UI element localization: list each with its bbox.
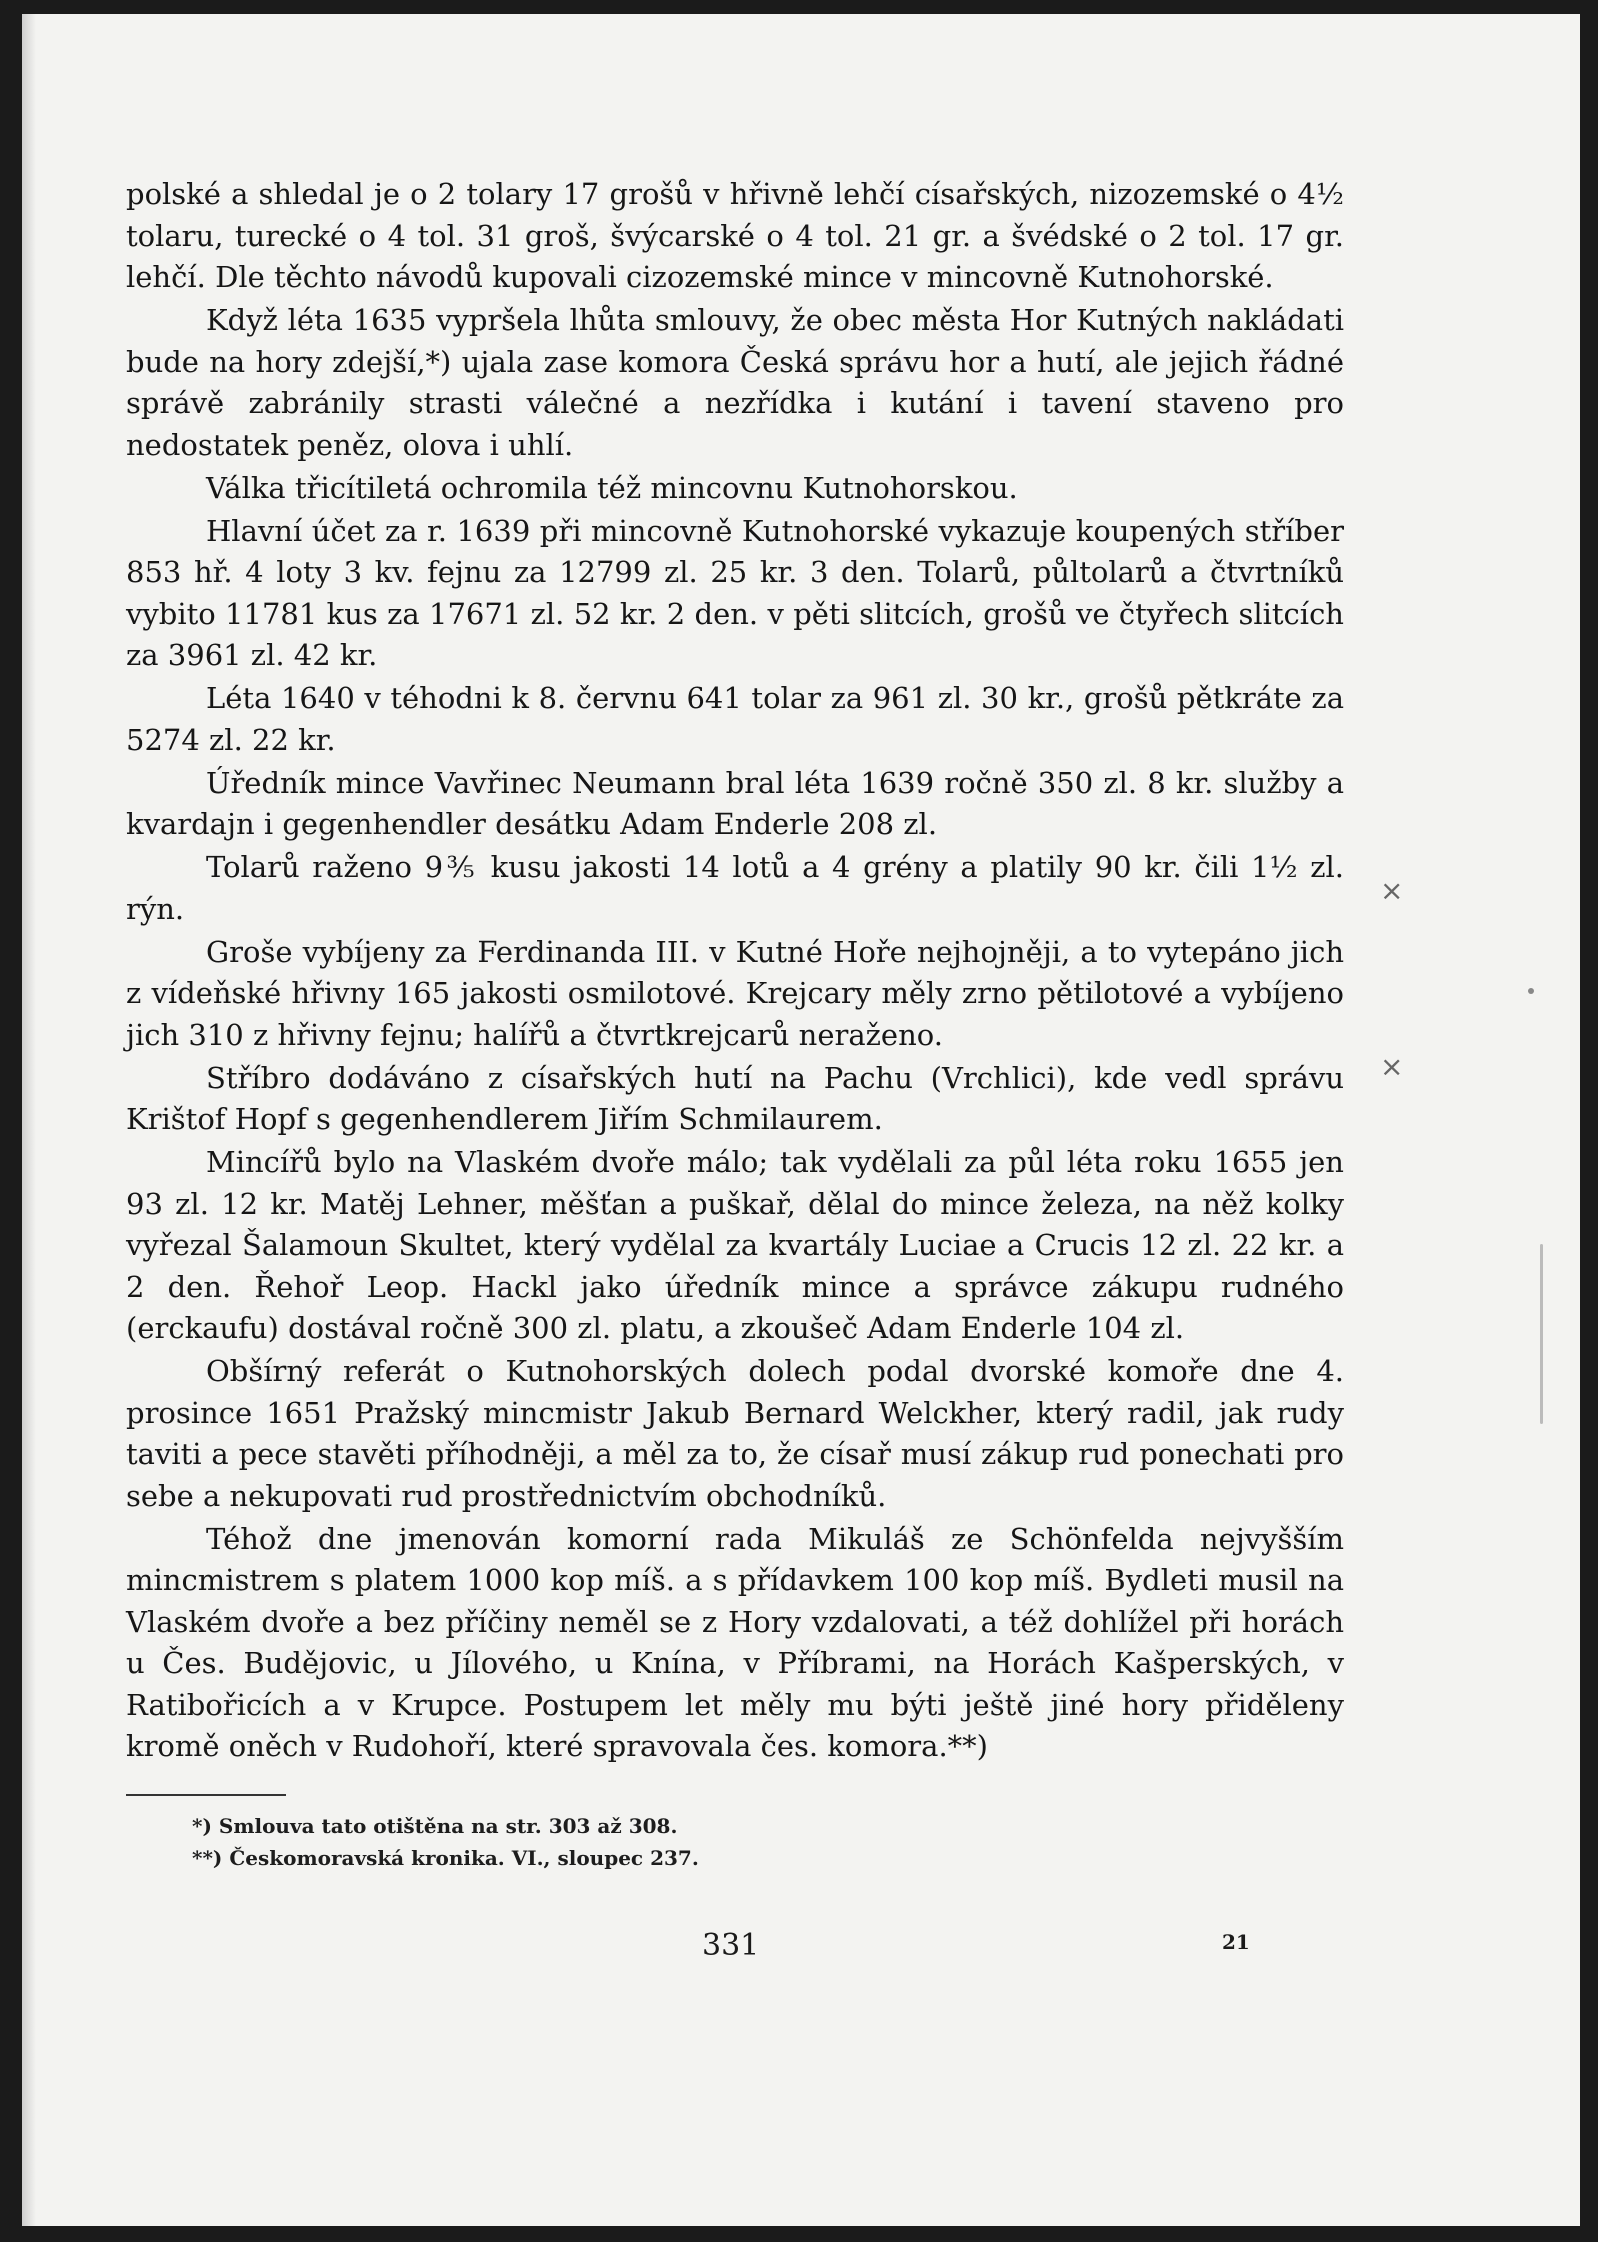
paper-speck xyxy=(1540,1244,1543,1424)
paper-speck xyxy=(1528,988,1534,994)
book-page xyxy=(22,14,1580,2226)
paragraph: Téhož dne jmenován komorní rada Mikuláš ze Schönfelda nejvyšším mincmistrem s platem 1000 kop míš. a s přídavkem 100 kop míš. Bydleti musil na Vlaském dvoře a bez příčiny neměl se z Hory vzdalovati, a též dohlížel při horách u Čes. Budějovic, u Jílového, u Knína, v Příbrami, na Horách Kašperských, v Ratibořicích a v Krupce. Postupem let měly mu býti ještě jiné hory přiděleny kromě oněch v Rudohoří, které spravovala čes. komora.**) xyxy=(126,1521,1344,1763)
footnotes xyxy=(192,1810,1092,1874)
paragraph: Válka třicítiletá ochromila též mincovnu Kutnohorskou. xyxy=(206,470,1018,505)
footnote-divider xyxy=(126,1794,286,1796)
paragraph: Stříbro dodáváno z císařských hutí na Pachu (Vrchlici), kde vedl správu Krištof Hopf s gegenhendlerem Jiřím Schmilaurem. xyxy=(126,1060,1344,1136)
paragraph: Když léta 1635 vypršela lhůta smlouvy, že obec města Hor Kutných nakládati bude na hory zdejší,*) ujala zase komora Česká správu hor a hutí, ale jejich řádné správě zabránily strasti válečné a nezřídka i kutání i tavení staveno pro nedostatek peněz, olova i uhlí. xyxy=(126,303,1344,462)
paragraph: Úředník mince Vavřinec Neumann bral léta 1639 ročně 350 zl. 8 kr. služby a kvardajn i gegenhendler desátku Adam Enderle 208 zl. xyxy=(126,765,1344,841)
paragraph: Tolarů raženo 9⅗ kusu jakosti 14 lotů a 4 grény a platily 90 kr. čili 1½ zl. rýn. xyxy=(126,850,1344,926)
paragraph: Groše vybíjeny za Ferdinanda III. v Kutné Hoře nejhojněji, a to vytepáno jich z vídeňské hřivny 165 jakosti osmilotové. Krejcary měly zrno pětilotové a vybíjeno jich 310 z hřivny fejnu; halířů a čtvrtkrejcarů neraženo. xyxy=(126,934,1344,1052)
footnote: **) Českomoravská kronika. VI., sloupec 237. xyxy=(192,1846,699,1870)
paragraph: Obšírný referát o Kutnohorských dolech podal dvorské komoře dne 4. prosince 1651 Pražský mincmistr Jakub Bernard Welckher, který radil, jak rudy taviti a pece stavěti příhodněji, a měl za to, že císař musí zákup rud ponechati pro sebe a nekupovati rud prostřednictvím obchodníků. xyxy=(126,1354,1344,1513)
paragraph: Léta 1640 v téhodni k 8. červnu 641 tolar za 961 zl. 30 kr., grošů pětkráte za 5274 zl. 22 kr. xyxy=(126,681,1344,757)
margin-cross-mark: × xyxy=(1380,1050,1404,1083)
body-text xyxy=(126,174,1344,1769)
paragraph: Hlavní účet za r. 1639 při mincovně Kutnohorské vykazuje koupených stříber 853 hř. 4 loty 3 kv. fejnu za 12799 zl. 25 kr. 3 den. Tolarů, půltolarů a čtvrtníků vybito 11781 kus za 17671 zl. 52 kr. 2 den. v pěti slitcích, grošů ve čtyřech slitcích za 3961 zl. 42 kr. xyxy=(126,513,1344,672)
sheet-signature: 21 xyxy=(1222,1930,1250,1954)
footnote: *) Smlouva tato otištěna na str. 303 až 308. xyxy=(192,1814,678,1838)
paragraph: Mincířů bylo na Vlaském dvoře málo; tak vydělali za půl léta roku 1655 jen 93 zl. 12 kr. Matěj Lehner, měšťan a puškař, dělal do mince železa, na něž kolky vyřezal Šalamoun Skultet, který vydělal za kvartály Luciae a Crucis 12 zl. 22 kr. a 2 den. Řehoř Leop. Hackl jako úředník mince a správce zákupu rudného (erckaufu) dostával ročně 300 zl. platu, a zkoušeč Adam Enderle 104 zl. xyxy=(126,1145,1344,1345)
margin-cross-mark: × xyxy=(1380,874,1404,907)
page-edge xyxy=(22,14,36,2226)
page-number: 331 xyxy=(702,1928,760,1963)
paragraph: polské a shledal je o 2 tolary 17 grošů v hřivně lehčí císařských, nizozemské o 4½ tolaru, turecké o 4 tol. 31 groš, švýcarské o 4 tol. 21 gr. a švédské o 2 tol. 17 gr. lehčí. Dle těchto návodů kupovali cizozemské mince v mincovně Kutnohorské. xyxy=(126,177,1344,294)
